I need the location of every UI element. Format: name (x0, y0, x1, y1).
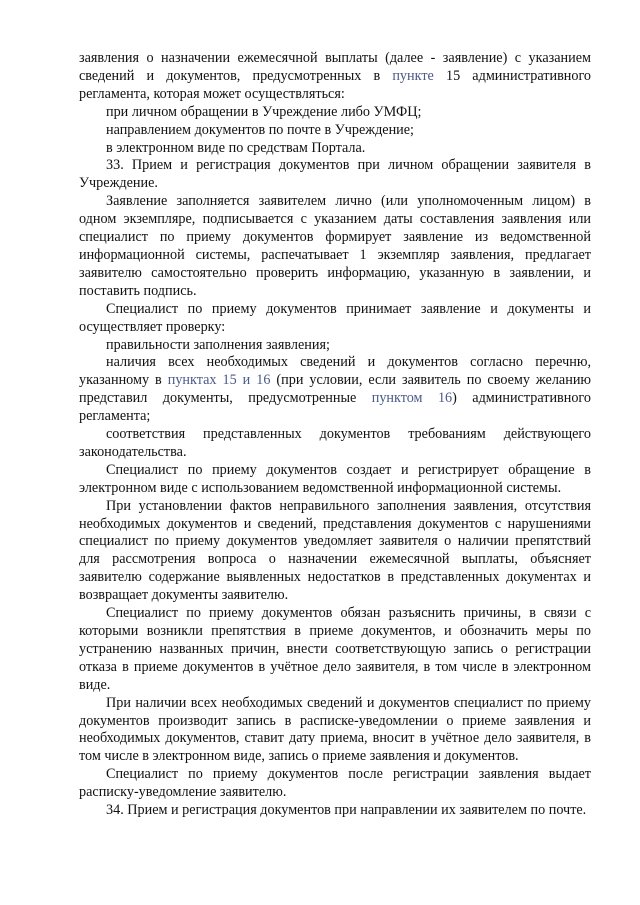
paragraph-text: Заявление заполняется заявителем лично (или уполномоченным лицом) в одном экземпляре, подписывается с указанием даты составления заявления или специалист по приему документов формирует заявление из ведомственной информационной системы, распечатывает 1 экземпляр заявления, предлагает заявителю самостоятельно проверить информацию, указанную в заявлении, и поставить подпись. (79, 193, 591, 299)
paragraph-p16 (79, 802, 591, 820)
paragraph-text: (при условии, если заявитель по своему желанию представил документы, предусмотренные (79, 372, 592, 407)
paragraph-p3 (79, 122, 591, 140)
paragraph-text: Специалист по приему документов обязан разъяснить причины, в связи с которыми возникли препятствия в приеме документов, и обозначить меры по устранению названных причин, внести соответствующую запись о регистрации отказа в приеме документов в учётное дело заявителя, в том числе в электронном виде. (79, 605, 591, 693)
cross-reference[interactable]: пунктом 16 (371, 390, 453, 407)
paragraph-p6 (79, 193, 591, 300)
paragraph-text: наличия всех необходимых сведений и документов согласно перечню, указанному в (79, 354, 591, 389)
paragraph-p14 (79, 695, 591, 767)
paragraph-text: направлением документов по почте в Учреждение; (106, 121, 415, 138)
paragraph-p7 (79, 301, 591, 337)
paragraph-p8 (79, 337, 591, 355)
paragraph-text: 15 административного регламента, которая может осуществляться: (79, 67, 592, 102)
cross-reference[interactable]: пункте (392, 67, 434, 84)
paragraph-text: Специалист по приему документов после регистрации заявления выдает расписку-уведомление заявителю. (79, 766, 591, 801)
paragraph-text: 33. Прием и регистрация документов при личном обращении заявителя в Учреждение. (79, 157, 591, 192)
paragraph-p1 (79, 50, 591, 104)
paragraph-text: соответствия представленных документов требованиям действующего законодательства. (79, 426, 591, 460)
paragraph-text: Специалист по приему документов создает и регистрирует обращение в электронном виде с использованием ведомственной информационной системы. (79, 461, 591, 496)
paragraph-p4 (79, 140, 591, 158)
paragraph-p5 (79, 157, 591, 193)
paragraph-text: 34. Прием и регистрация документов при направлении их заявителем по почте. (106, 802, 587, 819)
paragraph-text: правильности заполнения заявления; (106, 336, 330, 353)
paragraph-p15 (79, 766, 591, 802)
document-body (79, 50, 591, 820)
paragraph-text: Специалист по приему документов принимает заявление и документы и осуществляет проверку: (79, 300, 591, 335)
paragraph-p10 (79, 426, 591, 462)
paragraph-p11 (79, 462, 591, 498)
paragraph-text: ) административного регламента; (79, 390, 591, 425)
paragraph-p2 (79, 104, 591, 122)
paragraph-p12 (79, 498, 591, 605)
paragraph-text: заявления о назначении ежемесячной выплаты (далее - заявление) с указанием сведений и документов, предусмотренных в (79, 50, 591, 84)
paragraph-p13 (79, 605, 591, 695)
cross-reference[interactable]: пунктах 15 и 16 (167, 372, 271, 389)
paragraph-text: в электронном виде по средствам Портала. (106, 139, 366, 156)
paragraph-text: При установлении фактов неправильного заполнения заявления, отсутствия необходимых документов и сведений, представления документов с нарушениями специалист по приему документов уведомляет заявителя о наличии препятствий для рассмотрения вопроса о назначении ежемесячной выплаты, объясняет заявителю содержание выявленных недостатков в представленных документах и возвращает документы заявителю. (79, 497, 591, 604)
paragraph-text: При наличии всех необходимых сведений и документов специалист по приему документов производит запись в расписке-уведомлении о приеме заявления и необходимых документов, ставит дату приема, вносит в учётное дело заявителя, в том числе в электронном виде, запись о приеме заявления и документов. (79, 694, 591, 765)
paragraph-p9 (79, 354, 591, 426)
paragraph-text: при личном обращении в Учреждение либо УМФЦ; (106, 103, 422, 120)
